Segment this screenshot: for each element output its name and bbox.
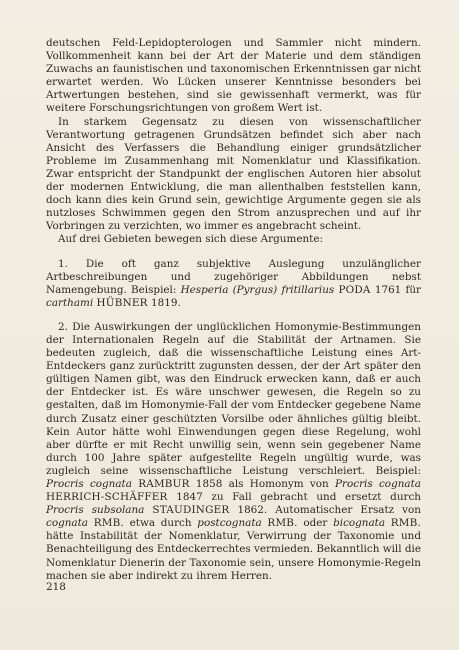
- species-name: cognata: [46, 517, 88, 530]
- argument-2-text: 2. Die Auswirkungen der unglücklichen Homonymie-Bestimmungen der Internationalen Regeln auf die Stabilität der Artnamen. Sie bedeuten zugleich, daß die wissenschaftliche Leistung eines Art-Entdeckers ganz zurücktritt zugunsten dessen, der der Art später den gültigen Namen gibt, was den Eindruck erwecken kann, daß er auch der Entdecker ist. Es wäre unschwer gewesen, die Regeln so zu gestalten, daß im Homonymie-Fall der vom Entdecker gegebene Name durch Zusatz einer geschützten Vorsilbe oder ähnliches gültig bleibt. Kein Autor hätte wohl Einwendungen gegen diese Regelung, wohl aber dürfte er mit Recht unwillig sein, wenn sein gegebener Name durch 100 Jahre später aufgestellte Regeln ungültig wurde, was zugleich seine wissenschaftliche Leistung verschleiert. Beispiel:: [46, 320, 421, 477]
- text-fragment: oder: [303, 517, 328, 530]
- species-name: postcognata: [197, 517, 262, 530]
- body-text: [46, 37, 421, 583]
- paragraph-2: In starkem Gegensatz zu diesen von wissenschaftlicher Verantwortung getragenen Grundsätzen befindet sich aber nach Ansicht des Verfassers die Behandlung einiger grundsätzlicher Probleme im Zusammenhang mit Nomenklatur und Klassifikation. Zwar entspricht der Standpunkt der englischen Autoren hier absolut der modernen Entwicklung, die man allenthalben feststellen kann, doch kann dies kein Grund sein, gewichtige Argumente gegen sie als nutzloses Schwimmen gegen den Strom anzusprechen und auf ihr Vorbringen zu verzichten, wo immer es angebracht scheint.: [46, 115, 421, 233]
- paragraph-1: deutschen Feld-Lepidopterologen und Sammler nicht mindern. Vollkommenheit kann bei der Art der Materie und dem ständigen Zuwachs an faunistischen und taxonomischen Erkenntnissen gar nicht erwartet werden. Wo Lücken unserer Kenntnisse besonders bei Artwertungen bestehen, sind sie gewissenhaft vermerkt, was für weitere Forschungsrichtungen von großem Wert ist.: [46, 37, 421, 115]
- author-name: RAMBUR: [138, 478, 190, 490]
- species-name: Hesperia (Pyrgus) fritillarius: [180, 283, 335, 296]
- paragraph-3: Auf drei Gebieten bewegen sich diese Argumente:: [58, 233, 323, 246]
- text-fragment: etwa durch: [129, 517, 192, 530]
- text-fragment: 1847 zu Fall gebracht und ersetzt durch: [176, 491, 421, 504]
- year-text: 1761 für: [374, 283, 421, 296]
- author-name: HÜBNER: [96, 296, 148, 309]
- species-name: carthami: [46, 296, 94, 309]
- argument-1-text: 1. Die oft ganz subjektive Auslegung unzulänglicher Artbeschreibungen und zugehöriger Abbildungen nebst Namengebung. Beispiel:: [46, 257, 421, 296]
- text-fragment: 1862. Automatischer Ersatz von: [237, 504, 421, 517]
- author-name: STAUDINGER: [152, 504, 230, 517]
- year-text: 1819.: [151, 296, 181, 309]
- text-fragment: hätte Instabilität der Nomenklatur, Verwirrung der Taxonomie und Benachteiligung des Entdeckerrechtes vermieden. Bekanntlich will die Nomenklatur Dienerin der Taxonomie sein, unsere Homonymie-Regeln machen sie aber indirekt zu ihrem Herren.: [46, 530, 421, 582]
- page-number: 218: [46, 581, 66, 593]
- text-fragment: 1858 als Homonym von: [195, 478, 329, 490]
- species-name: Procris subsolana: [46, 504, 145, 517]
- author-name: RMB.: [390, 517, 421, 530]
- argument-2: [46, 321, 421, 583]
- argument-1: [46, 258, 421, 310]
- species-name: Procris cognata: [335, 478, 421, 490]
- author-name: RMB.: [93, 517, 124, 530]
- author-name: PODA: [338, 283, 371, 296]
- species-name: bicognata: [333, 517, 386, 530]
- author-name: HERRICH-SCHÄFFER: [46, 491, 168, 504]
- author-name: RMB.: [267, 517, 298, 530]
- species-name: Procris cognata: [46, 478, 132, 490]
